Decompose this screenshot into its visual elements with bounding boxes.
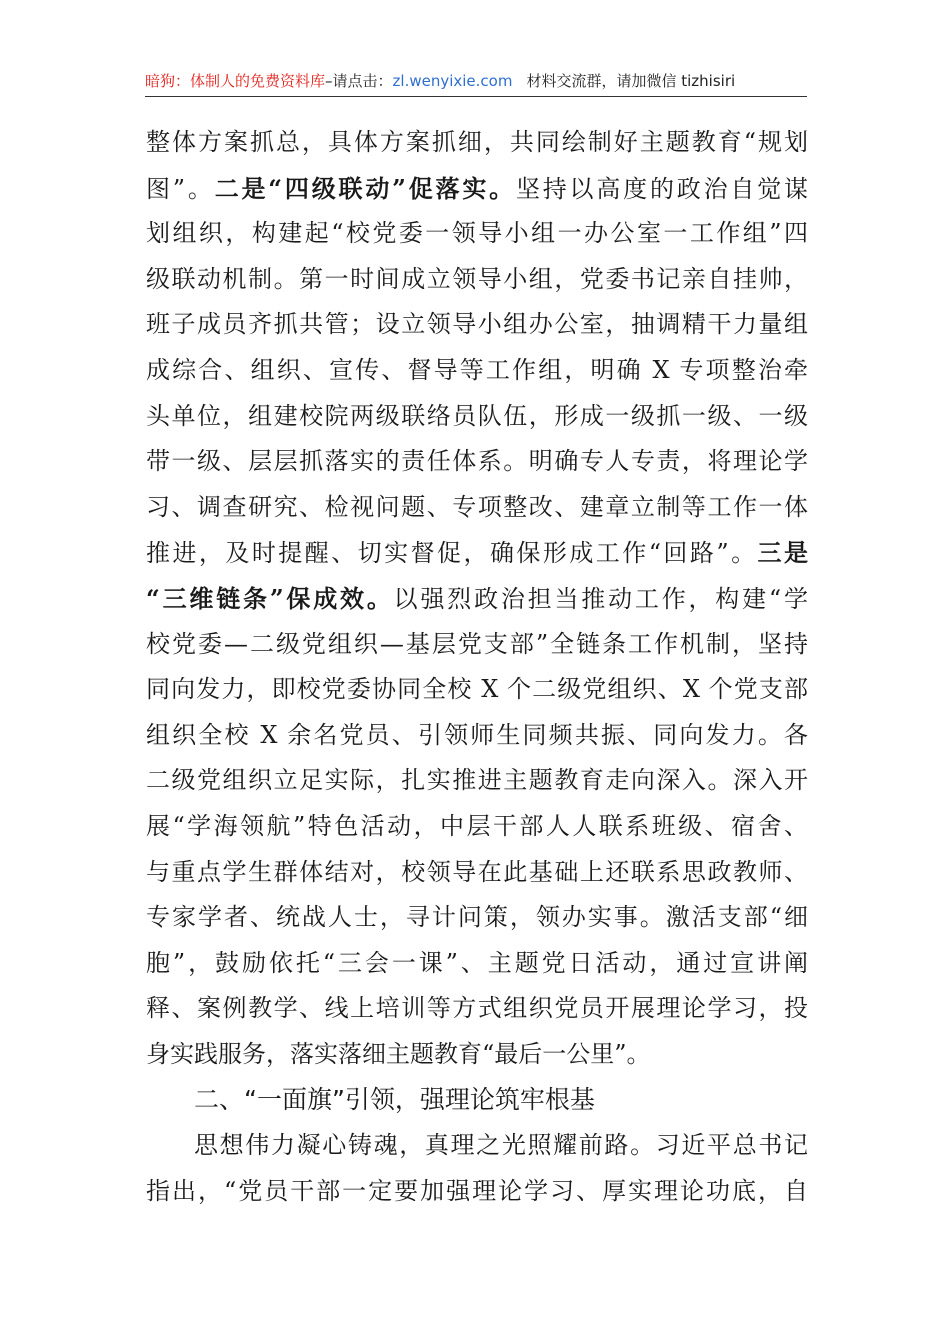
paragraph-line: 头单位，组建校院两级联络员队伍，形成一级抓一级、一级 — [146, 401, 808, 430]
paragraph-line: 整体方案抓总，具体方案抓细，共同绘制好主题教育“规划 — [146, 128, 808, 156]
paragraph-line: 与重点学生群体结对，校领导在此基础上还联系思政教师、 — [146, 857, 808, 886]
paragraph-line: 展“学海领航”特色活动，中层干部人人联系班级、宿舍、 — [146, 811, 808, 840]
paragraph-line: 级联动机制。第一时间成立领导小组，党委书记亲自挂帅， — [146, 264, 808, 293]
text-run: 坚持以高度的政治自觉谋 — [515, 174, 808, 203]
paragraph-line: 班子成员齐抓共管；设立领导小组办公室，抽调精干力量组 — [146, 310, 808, 339]
paragraph-line — [146, 530, 808, 576]
paragraph-line — [146, 576, 808, 622]
text-run: 以强烈政治担当推动工作，构建“学 — [393, 584, 808, 613]
header-divider — [145, 96, 807, 97]
bold-text-run: 三是 — [757, 538, 808, 568]
header-site-name: 暗狗：体制人的免费资料库 — [145, 72, 326, 90]
paragraph-line: 成综合、组织、宣传、督导等工作组，明确 X 专项整治牵 — [146, 355, 808, 384]
bold-text-run: 二是“四级联动”促落实。 — [214, 173, 516, 203]
text-run: 图”。 — [146, 174, 215, 203]
paragraph-line — [146, 166, 808, 212]
section-heading: 二、“一面旗”引领，强理论筑牢根基 — [194, 1085, 595, 1115]
paragraph-line: 身实践服务，落实落细主题教育“最后一公里”。 — [146, 1039, 651, 1068]
header-link-prompt: –请点击： — [325, 72, 393, 90]
paragraph-line: 指出，“党员干部一定要加强理论学习、厚实理论功底，自 — [146, 1176, 808, 1205]
paragraph-line: 思想伟力凝心铸魂，真理之光照耀前路。习近平总书记 — [194, 1131, 808, 1160]
bold-text-run: “三维链条”保成效。 — [146, 583, 394, 613]
paragraph-line: 二级党组织立足实际，扎实推进主题教育走向深入。深入开 — [146, 766, 808, 795]
page-header — [145, 68, 805, 94]
text-run: 推进，及时提醒、切实督促，确保形成工作“回路”。 — [146, 539, 758, 568]
document-body — [146, 120, 808, 1214]
header-link-url[interactable]: zl.wenyixie.com — [392, 72, 513, 90]
paragraph-line: 带一级、层层抓落实的责任体系。明确专人专责，将理论学 — [146, 447, 808, 476]
paragraph-line: 专家学者、统战人士，寻计问策，领办实事。激活支部“细 — [146, 903, 808, 932]
paragraph-line: 胞”，鼓励依托“三会一课”、主题党日活动，通过宣讲阐 — [146, 948, 808, 977]
header-contact-text: 材料交流群，请加微信 tizhisiri — [526, 72, 736, 90]
paragraph-line: 习、调查研究、检视问题、专项整改、建章立制等工作一体 — [146, 492, 808, 521]
paragraph-line: 组织全校 X 余名党员、引领师生同频共振、同向发力。各 — [146, 720, 808, 749]
paragraph-line: 释、案例教学、线上培训等方式组织党员开展理论学习，投 — [146, 994, 808, 1023]
paragraph-line: 同向发力，即校党委协同全校 X 个二级党组织、X 个党支部 — [146, 675, 808, 704]
paragraph-line: 校党委—二级党组织—基层党支部”全链条工作机制，坚持 — [146, 629, 808, 658]
paragraph-line: 划组织，构建起“校党委一领导小组一办公室一工作组”四 — [146, 219, 808, 248]
